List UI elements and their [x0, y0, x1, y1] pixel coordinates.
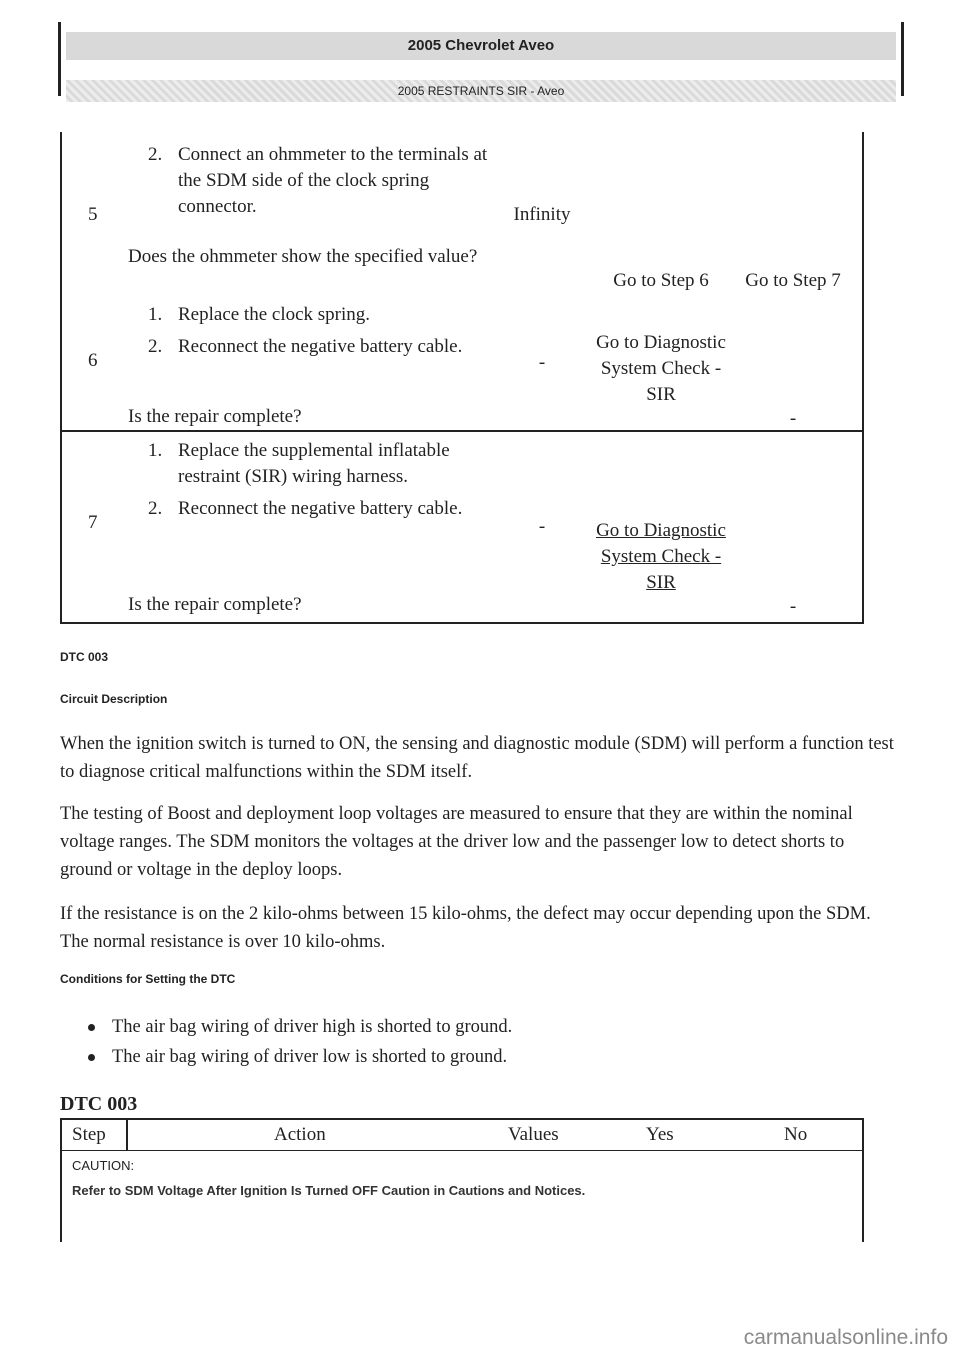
- yes-link[interactable]: Go to Diagnostic System Check - SIR: [596, 332, 726, 405]
- action-item: 2. Reconnect the negative battery cable.: [148, 336, 463, 357]
- step-values: -: [538, 516, 546, 537]
- step-question: Does the ohmmeter show the specified value?: [128, 246, 478, 267]
- header-right-rule: [901, 22, 904, 96]
- column-header-no: No: [784, 1124, 808, 1145]
- conditions-heading: Conditions for Setting the DTC: [60, 972, 236, 986]
- step-number: 7: [88, 512, 98, 533]
- step-number: 5: [88, 204, 98, 225]
- list-item: The air bag wiring of driver low is shorted to ground.: [88, 1042, 512, 1072]
- column-header-action: Action: [274, 1124, 326, 1145]
- action-item: 1. Replace the clock spring.: [148, 304, 371, 325]
- paragraph: If the resistance is on the 2 kilo-ohms between 15 kilo-ohms, the defect may occur depending upon the SDM. The normal resistance is over 10 kilo-ohms.: [60, 904, 871, 952]
- caution-label: CAUTION:: [72, 1158, 135, 1173]
- circuit-description-heading: Circuit Description: [60, 692, 168, 706]
- column-header-step: Step: [72, 1124, 106, 1145]
- action-item: 1. Replace the supplemental inflatable restraint (SIR) wiring harness.: [148, 440, 450, 487]
- yes-link[interactable]: Go to Diagnostic System Check - SIR: [596, 520, 726, 593]
- step-values: Infinity: [513, 204, 571, 225]
- step-actions: [128, 438, 478, 528]
- caution-text: Refer to SDM Voltage After Ignition Is Turned OFF Caution in Cautions and Notices.: [72, 1183, 586, 1198]
- action-item: 2. Connect an ohmmeter to the terminals at the SDM side of the clock spring connector.: [148, 144, 488, 217]
- diagnostic-table: [60, 1118, 864, 1242]
- action-item: 2. Reconnect the negative battery cable.: [148, 498, 463, 519]
- column-header-yes: Yes: [646, 1124, 674, 1145]
- step-values: -: [538, 352, 546, 373]
- diagnostic-table-continued: [60, 132, 864, 624]
- column-divider: [126, 1120, 128, 1150]
- paragraph: The testing of Boost and deployment loop voltages are measured to ensure that they are within the nominal voltage ranges. The SDM monitors the voltages at the driver low and the passenger low to detect shorts to ground or voltage in the deploy loops.: [60, 804, 853, 880]
- no-link[interactable]: -: [789, 596, 797, 617]
- step-number: 6: [88, 350, 98, 371]
- yes-link[interactable]: Go to Step 6: [613, 270, 709, 291]
- list-item: The air bag wiring of driver high is shorted to ground.: [88, 1012, 512, 1042]
- table-header-row: [62, 1120, 862, 1151]
- step-question: Is the repair complete?: [128, 594, 302, 615]
- document-subtitle: 2005 RESTRAINTS SIR - Aveo: [66, 80, 896, 102]
- step-actions: [128, 302, 478, 366]
- watermark: carmanualsonline.info: [743, 1326, 948, 1349]
- paragraph: When the ignition switch is turned to ON, the sensing and diagnostic module (SDM) will perform a function test to diagnose critical malfunctions within the SDM itself.: [60, 734, 894, 782]
- section-label: DTC 003: [60, 650, 109, 664]
- conditions-list: [88, 1012, 512, 1072]
- column-header-values: Values: [508, 1124, 559, 1145]
- document-title: 2005 Chevrolet Aveo: [66, 32, 896, 60]
- no-link[interactable]: Go to Step 7: [745, 270, 841, 291]
- no-link[interactable]: -: [789, 408, 797, 429]
- step-actions: [128, 142, 488, 226]
- header-left-rule: [58, 22, 61, 96]
- dtc-heading: DTC 003: [60, 1093, 138, 1115]
- document-header: [58, 22, 904, 96]
- step-question: Is the repair complete?: [128, 406, 302, 427]
